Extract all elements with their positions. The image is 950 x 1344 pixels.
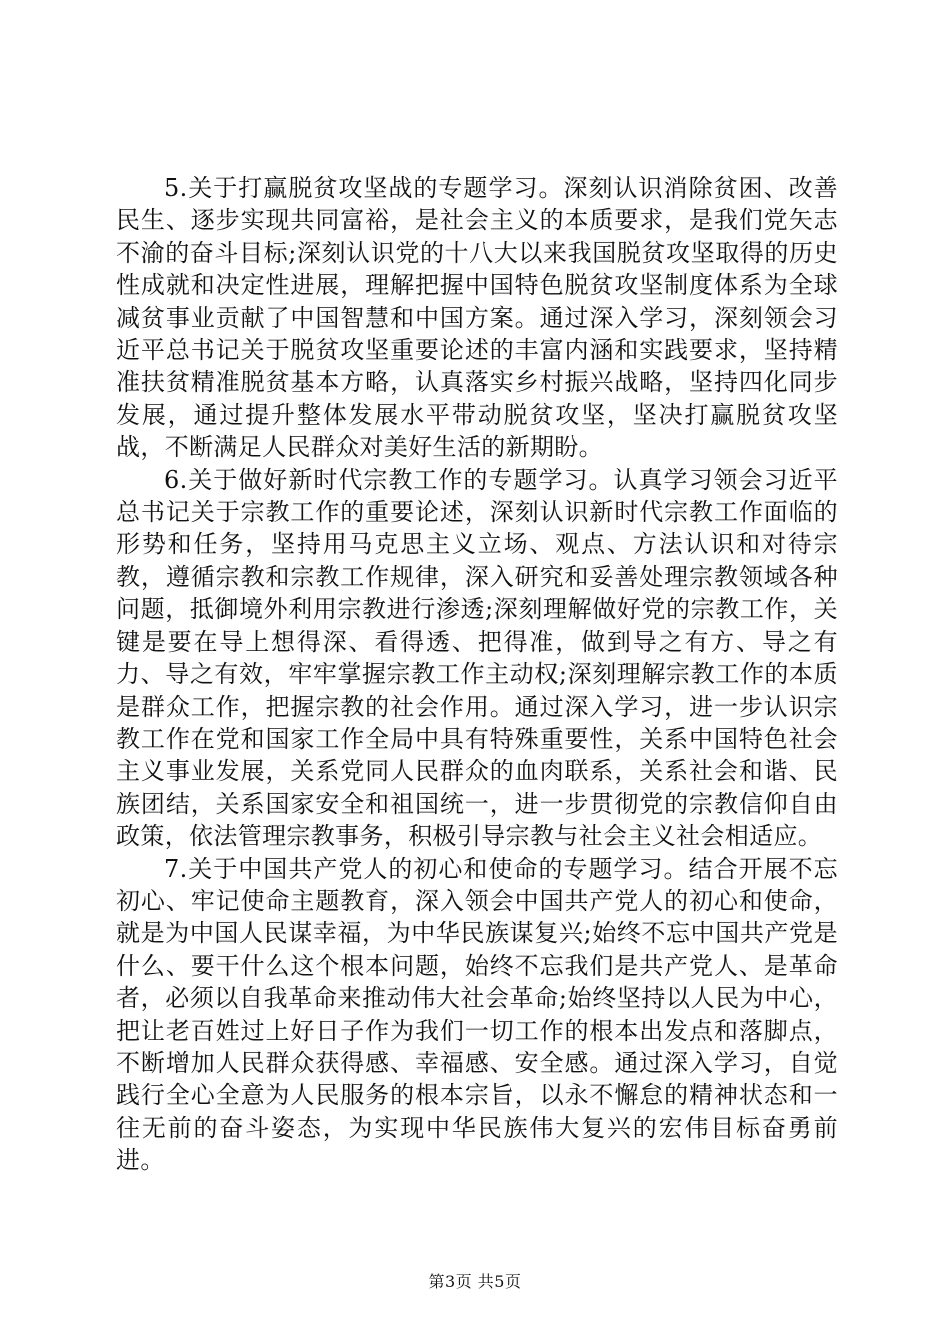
page-number-footer: 第3页 共5页 bbox=[428, 1272, 522, 1291]
paragraph-religious-work: 6.关于做好新时代宗教工作的专题学习。认真学习领会习近平总书记关于宗教工作的重要论述，深刻认识新时代宗教工作面临的形势和任务，坚持用马克思主义立场、观点、方法认识和对待宗教，遵循宗教和宗教工作规律，深入研究和妥善处理宗教领域各种问题，抵御境外利用宗教进行渗透;深刻理解做好党的宗教工作，关键是要在导上想得深、看得透、把得准，做到导之有方、导之有力、导之有效，牢牢掌握宗教工作主动权;深刻理解宗教工作的本质是群众工作，把握宗教的社会作用。通过深入学习，进一步认识宗教工作在党和国家工作全局中具有特殊重要性，关系中国特色社会主义事业发展，关系党同人民群众的血肉联系，关系社会和谐、民族团结，关系国家安全和祖国统一，进一步贯彻党的宗教信仰自由政策，依法管理宗教事务，积极引导宗教与社会主义社会相适应。 bbox=[116, 465, 838, 851]
paragraph-original-aspiration: 7.关于中国共产党人的初心和使命的专题学习。结合开展不忘初心、牢记使命主题教育，深入领会中国共产党人的初心和使命，就是为中国人民谋幸福，为中华民族谋复兴;始终不忘中国共产党是什么、要干什么这个根本问题，始终不忘我们是共产党人、是革命者，必须以自我革命来推动伟大社会革命;始终坚持以人民为中心，把让老百姓过上好日子作为我们一切工作的根本出发点和落脚点，不断增加人民群众获得感、幸福感、安全感。通过深入学习，自觉践行全心全意为人民服务的根本宗旨，以永不懈怠的精神状态和一往无前的奋斗姿态，为实现中华民族伟大复兴的宏伟目标奋勇前进。 bbox=[116, 854, 838, 1175]
document-body bbox=[116, 172, 838, 1177]
paragraph-poverty-alleviation: 5.关于打赢脱贫攻坚战的专题学习。深刻认识消除贫困、改善民生、逐步实现共同富裕，是社会主义的本质要求，是我们党矢志不渝的奋斗目标;深刻认识党的十八大以来我国脱贫攻坚取得的历史性成就和决定性进展，理解把握中国特色脱贫攻坚制度体系为全球减贫事业贡献了中国智慧和中国方案。通过深入学习，深刻领会习近平总书记关于脱贫攻坚重要论述的丰富内涵和实践要求，坚持精准扶贫精准脱贫基本方略，认真落实乡村振兴战略，坚持四化同步发展，通过提升整体发展水平带动脱贫攻坚，坚决打赢脱贫攻坚战，不断满足人民群众对美好生活的新期盼。 bbox=[116, 174, 838, 462]
